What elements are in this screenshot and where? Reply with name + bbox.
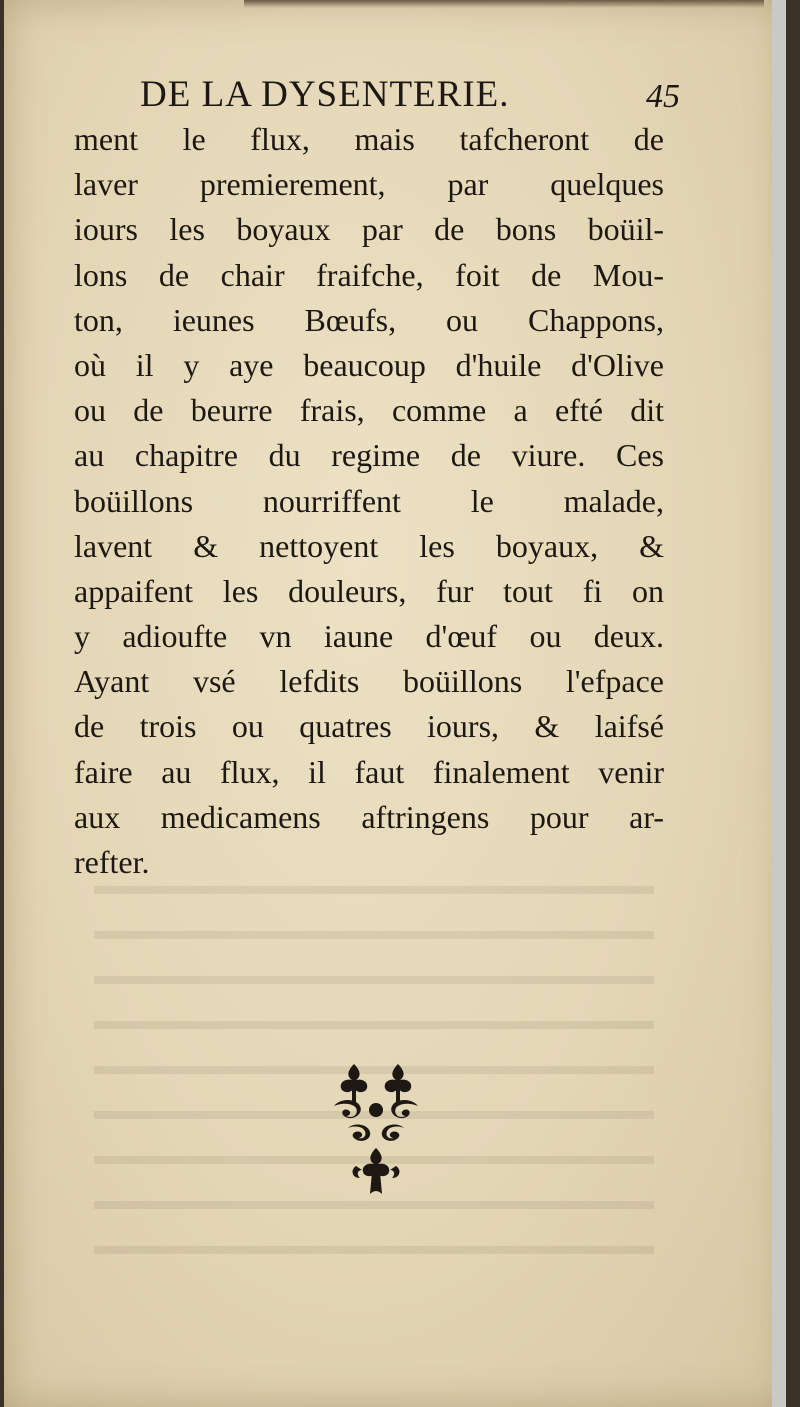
text-line: lons de chair fraifche, foit de Mou- bbox=[74, 256, 664, 293]
text-line: ton, ieunes Bœufs, ou Chappons, bbox=[74, 301, 664, 338]
text-line: ou de beurre frais, comme a efté dit bbox=[74, 392, 664, 429]
running-title: DE LA DYSENTERIE. bbox=[140, 74, 510, 115]
text-line: Ayant vsé lefdits boüillons l'efpace bbox=[74, 663, 664, 700]
text-line: boüillons nourriffent le malade, bbox=[74, 482, 664, 519]
text-line: où il y aye beaucoup d'huile d'Olive bbox=[74, 346, 664, 383]
show-through-text bbox=[94, 860, 654, 1260]
text-line: y adioufte vn iaune d'œuf ou deux. bbox=[74, 618, 664, 655]
text-line: de trois ou quatres iours, & laifsé bbox=[74, 708, 664, 745]
page-top-edge bbox=[244, 0, 764, 8]
page-number: 45 bbox=[646, 78, 680, 115]
text-line: faire au flux, il faut finalement venir bbox=[74, 753, 664, 790]
fleuron-ornament-icon bbox=[326, 1062, 426, 1197]
text-line: lavent & nettoyent les boyaux, & bbox=[74, 527, 664, 564]
text-line: au chapitre du regime de viure. Ces bbox=[74, 437, 664, 474]
text-line: aux medicamens aftringens pour ar- bbox=[74, 798, 664, 835]
text-line: ment le flux, mais tafcheront de bbox=[74, 121, 664, 157]
text-line: appaifent les douleurs, fur tout fi on bbox=[74, 572, 664, 609]
book-page bbox=[4, 0, 786, 1407]
text-line: refter. bbox=[74, 844, 150, 880]
page-header bbox=[140, 70, 680, 120]
body-text bbox=[74, 117, 664, 885]
scan-margin bbox=[772, 0, 786, 1407]
text-line: iours les boyaux par de bons boüil- bbox=[74, 211, 664, 248]
text-line: laver premierement, par quelques bbox=[74, 166, 664, 203]
